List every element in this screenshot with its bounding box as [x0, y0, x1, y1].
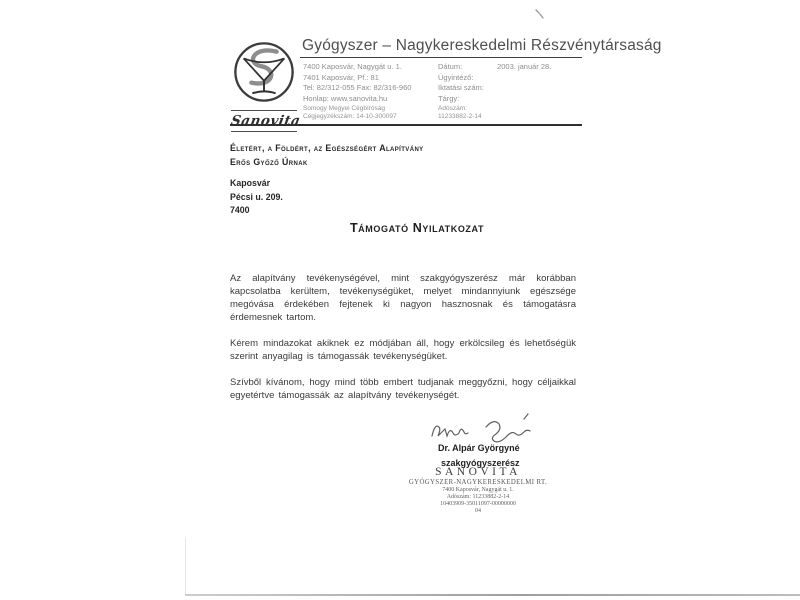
company-registry-block	[303, 105, 397, 121]
stamp-company-name: SANOVITA	[435, 466, 521, 478]
letter-body	[230, 272, 576, 415]
logo-divider-bottom	[231, 131, 297, 132]
recipient-spacer	[230, 169, 424, 177]
signatory-name: Dr. Alpár Györgyné	[438, 443, 520, 453]
recipient-street: Pécsi u. 209.	[230, 191, 283, 202]
sanovita-chalice-logo-icon	[232, 40, 296, 104]
page-left-edge	[185, 538, 186, 594]
meta-row-file-number	[438, 83, 551, 94]
stamp-line: GYÓGYSZER-NAGYKERESKEDELMI RT.	[408, 479, 548, 486]
meta-label: Tárgy:	[438, 93, 460, 103]
page-bottom-edge	[185, 594, 800, 596]
recipient-city: Kaposvár	[230, 178, 271, 188]
meta-label: Iktatási szám:	[438, 83, 484, 92]
recipient-organization: Életért, a Földért, az Egészségért Alapítvány	[230, 143, 424, 153]
tax-number-block	[438, 105, 482, 121]
company-logo	[229, 40, 302, 133]
meta-label: Ügyintéző:	[438, 72, 474, 82]
company-stamp	[393, 466, 563, 515]
meta-label: Dátum:	[438, 62, 463, 71]
contact-line: 7400 Kaposvár, Nagygát u. 1.	[303, 62, 402, 71]
meta-value: 2003. január 28.	[497, 62, 552, 71]
tax-value: 11233882-2-14	[438, 113, 482, 120]
contact-line: Honlap: www.sanovita.hu	[303, 93, 388, 103]
stamp-line: Adószám: 11233882-2-14	[446, 494, 510, 500]
signatory-role: szakgyógyszerész	[441, 458, 520, 468]
body-paragraph: Az alapítvány tevékenységével, mint szakgyógyszerész már korábban kapcsolatba kerültem, tevékenységüket, melyet mindannyiunk egészsége megóvása érdekében fejtenek ki nagyon hasznosnak és támogatásra érdemesnek tartom.	[230, 273, 576, 323]
recipient-person: Erős Győző Úrnak	[230, 156, 308, 167]
contact-line: 7401 Kaposvár, Pf.: 81	[303, 72, 379, 82]
letterhead-bottom-rule	[230, 124, 582, 126]
document-title: Támogató Nyilatkozat	[349, 221, 485, 235]
stamp-line: 04	[475, 508, 481, 514]
body-paragraph: Kérem mindazokat akiknek ez módjában áll, hogy erkölcsileg és lehetőségük szerint anyagilag is támogassák tevékenységüket.	[230, 338, 576, 362]
contact-line: Tel: 82/312-055 Fax: 82/316-960	[303, 83, 412, 92]
letter-meta-block	[438, 62, 551, 104]
handwritten-signature	[426, 412, 544, 446]
logo-wordmark: Sanovita	[229, 113, 302, 129]
scan-smudge-mark	[533, 8, 547, 22]
logo-divider-top	[231, 110, 297, 111]
registry-line: Cégjegyzékszám: 14-10-300097	[303, 113, 397, 120]
meta-row-date	[438, 62, 551, 73]
recipient-block	[230, 142, 424, 218]
company-name: Gyógyszer – Nagykereskedelmi Részvénytársaság	[302, 37, 662, 54]
meta-row-clerk	[438, 73, 551, 84]
registry-line: Somogy Megyei Cégbíróság	[303, 105, 386, 112]
meta-row-subject	[438, 94, 551, 105]
tax-label: Adószám:	[438, 105, 467, 112]
company-contact-block	[303, 62, 411, 104]
recipient-zip: 7400	[230, 205, 250, 215]
stamp-line: 7400 Kaposvár, Nagygát u. 1.	[442, 487, 514, 493]
company-name-underline	[300, 57, 582, 58]
stamp-line: 10403909-35011097-00000000	[440, 501, 516, 507]
body-paragraph: Szívből kívánom, hogy mind több embert tudjanak meggyőzni, hogy céljaikkal egyetértve támogassák az alapítvány tevékenységét.	[230, 377, 576, 401]
